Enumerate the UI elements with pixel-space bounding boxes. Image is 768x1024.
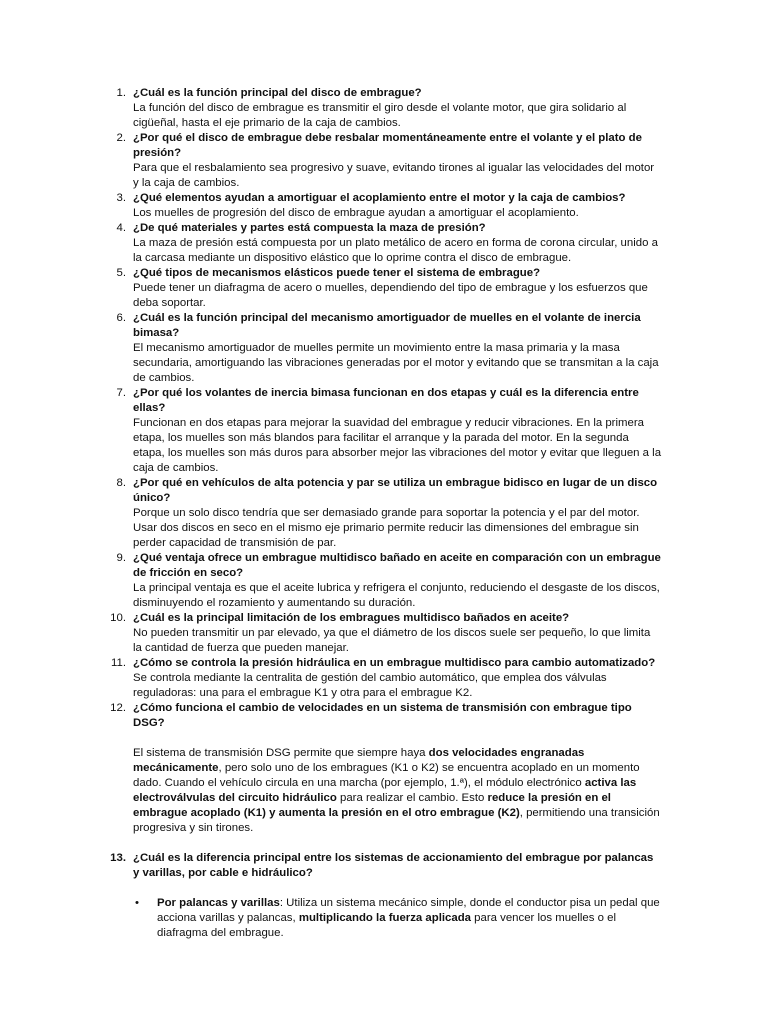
- item-number: 11.: [111, 657, 126, 669]
- answer-fragment: , pero solo uno de los embragues (K1 o K2) se encuentra acoplado en un momento dado. Cuando el vehículo circula en una marcha (por ejemplo, 1.ª), el módulo electrónico: [133, 762, 640, 789]
- item-number: 8.: [116, 477, 126, 489]
- list-item: [96, 131, 662, 191]
- answer-emphasis: activa las electroválvulas del circuito hidráulico: [133, 777, 637, 804]
- bullet-list: [133, 896, 662, 941]
- list-item: [96, 386, 662, 476]
- question-list: [96, 86, 662, 941]
- answer-text: Porque un solo disco tendría que ser demasiado grande para soportar la potencia y el par del motor. Usar dos discos en seco en el mismo eje primario permite reducir las dimensiones del embrague sin perder capacidad de transmisión de par.: [133, 507, 640, 549]
- answer-text: Se controla mediante la centralita de gestión del cambio automático, que emplea dos válvulas reguladoras: una para el embrague K1 y otra para el embrague K2.: [133, 672, 607, 699]
- item-number: 10.: [110, 612, 126, 624]
- list-item: [96, 266, 662, 311]
- question-text: ¿Por qué los volantes de inercia bimasa funcionan en dos etapas y cuál es la diferencia entre ellas?: [133, 387, 639, 414]
- question-text: ¿Por qué el disco de embrague debe resbalar momentáneamente entre el volante y el plato de presión?: [133, 132, 642, 159]
- answer-fragment: para realizar el cambio. Esto: [336, 792, 488, 804]
- item-number: 13.: [110, 852, 126, 864]
- answer-fragment: El sistema de transmisión DSG permite que siempre haya: [133, 747, 429, 759]
- question-text: ¿Cuál es la función principal del disco de embrague?: [133, 87, 422, 99]
- question-text: ¿Por qué en vehículos de alta potencia y par se utiliza un embrague bidisco en lugar de un disco único?: [133, 477, 658, 504]
- paragraph-spacer: [133, 836, 662, 851]
- answer-text: La principal ventaja es que el aceite lubrica y refrigera el conjunto, reduciendo el desgaste de los discos, disminuyendo el rozamiento y aumentando su duración.: [133, 582, 660, 609]
- item-number: 1.: [116, 87, 126, 99]
- answer-text: Funcionan en dos etapas para mejorar la suavidad del embrague y reducir vibraciones. En la primera etapa, los muelles son más blandos para facilitar el arranque y la parada del motor. En la segunda etapa, los muelles son más duros para absorber mejor las vibraciones del motor y evitar que lleguen a la caja de cambios.: [133, 417, 662, 474]
- list-item: [96, 611, 662, 656]
- question-text: ¿De qué materiales y partes está compuesta la maza de presión?: [133, 222, 486, 234]
- answer-fragment: , permitiendo una transición progresiva y sin tirones.: [133, 807, 660, 834]
- question-text: ¿Qué ventaja ofrece un embrague multidisco bañado en aceite en comparación con un embrague de fricción en seco?: [133, 552, 661, 579]
- item-number: 7.: [116, 387, 126, 399]
- question-text: ¿Cómo funciona el cambio de velocidades en un sistema de transmisión con embrague tipo DSG?: [133, 702, 632, 729]
- item-number: 9.: [116, 552, 126, 564]
- list-item: [96, 191, 662, 221]
- list-item: [96, 476, 662, 551]
- item-number: 3.: [116, 192, 126, 204]
- paragraph-spacer: [133, 731, 662, 746]
- question-text: ¿Cómo se controla la presión hidráulica en un embrague multidisco para cambio automatizado?: [133, 657, 656, 669]
- answer-text: Puede tener un diafragma de acero o muelles, dependiendo del tipo de embrague y los esfuerzos que deba soportar.: [133, 282, 648, 309]
- list-item: [96, 311, 662, 386]
- item-number: 2.: [116, 132, 126, 144]
- answer-text: La función del disco de embrague es transmitir el giro desde el volante motor, que gira solidario al cigüeñal, hasta el eje primario de la caja de cambios.: [133, 102, 627, 129]
- list-item: [96, 851, 662, 941]
- answer-text: Los muelles de progresión del disco de embrague ayudan a amortiguar el acoplamiento.: [133, 207, 579, 219]
- answer-text: El mecanismo amortiguador de muelles permite un movimiento entre la masa primaria y la masa secundaria, amortiguando las vibraciones generadas por el motor y evitando que se transmitan a la caja de cambios.: [133, 342, 659, 384]
- question-text: ¿Cuál es la función principal del mecanismo amortiguador de muelles en el volante de inercia bimasa?: [133, 312, 641, 339]
- bullet-fragment: para vencer los muelles o el diafragma del embrague.: [157, 912, 616, 939]
- bullet-heading: Por palancas y varillas: [157, 897, 280, 909]
- list-item: [96, 701, 662, 851]
- answer-text: No pueden transmitir un par elevado, ya que el diámetro de los discos suele ser pequeño, lo que limita la cantidad de fuerza que pueden manejar.: [133, 627, 651, 654]
- question-text: ¿Cuál es la principal limitación de los embragues multidisco bañados en aceite?: [133, 612, 570, 624]
- answer-emphasis: dos velocidades engranadas mecánicamente: [133, 747, 585, 774]
- item-number: 4.: [116, 222, 126, 234]
- question-text: ¿Qué elementos ayudan a amortiguar el acoplamiento entre el motor y la caja de cambios?: [133, 192, 626, 204]
- question-text: ¿Qué tipos de mecanismos elásticos puede tener el sistema de embrague?: [133, 267, 541, 279]
- bullet-item: [133, 896, 662, 941]
- answer-text: [133, 746, 662, 836]
- answer-emphasis: reduce la presión en el embrague acoplado (K1) y aumenta la presión en el otro embrague (K2): [133, 792, 611, 819]
- paragraph-spacer: [133, 881, 662, 896]
- bullet-icon: •: [135, 897, 139, 909]
- question-text: ¿Cuál es la diferencia principal entre los sistemas de accionamiento del embrague por palancas y varillas, por cable e hidráulico?: [133, 852, 654, 879]
- bullet-emphasis: multiplicando la fuerza aplicada: [298, 912, 471, 924]
- answer-text: Para que el resbalamiento sea progresivo y suave, evitando tirones al igualar las velocidades del motor y la caja de cambios.: [133, 162, 655, 189]
- item-number: 5.: [116, 267, 126, 279]
- list-item: [96, 551, 662, 611]
- bullet-fragment: : Utiliza un sistema mecánico simple, donde el conductor pisa un pedal que acciona varillas y palancas,: [157, 897, 660, 924]
- list-item: [96, 656, 662, 701]
- answer-text: La maza de presión está compuesta por un plato metálico de acero en forma de corona circular, unido a la carcasa mediante un dispositivo elástico que lo oprime contra el disco de embrague.: [133, 237, 658, 264]
- list-item: [96, 86, 662, 131]
- item-number: 6.: [116, 312, 126, 324]
- item-number: 12.: [110, 702, 126, 714]
- list-item: [96, 221, 662, 266]
